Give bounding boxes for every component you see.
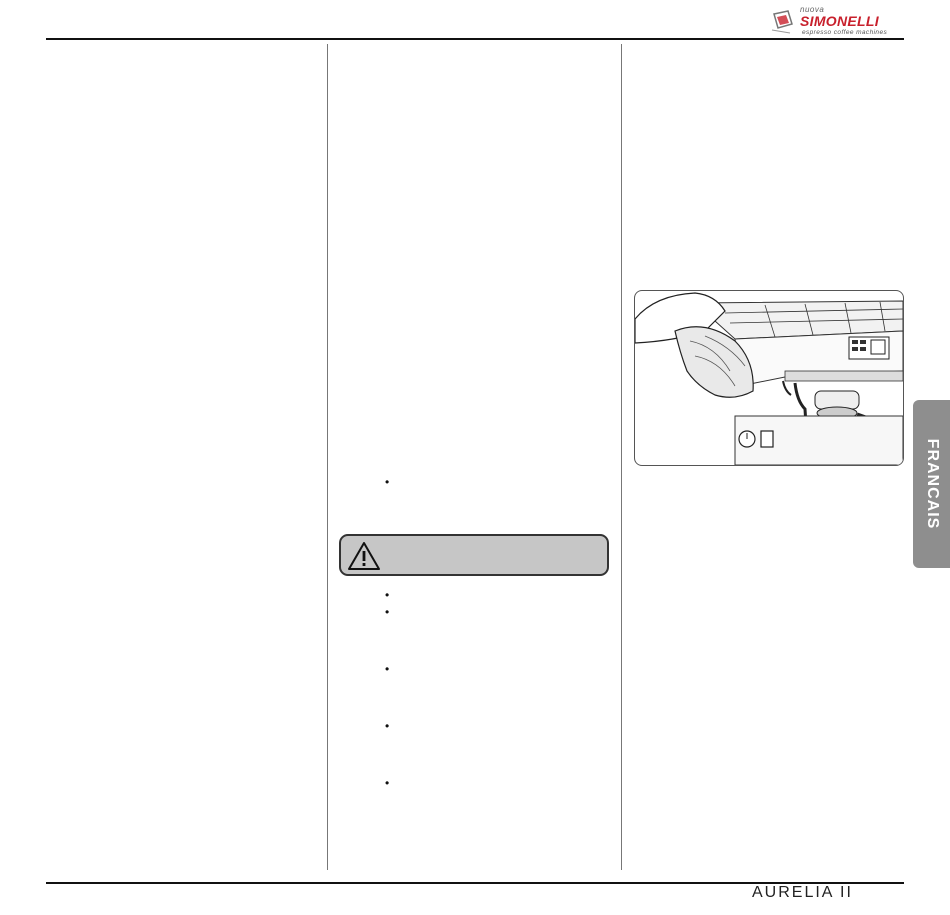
bullet-dot-icon: • <box>385 719 390 733</box>
warning-triangle-icon <box>347 541 381 571</box>
bullet-dot-icon: • <box>385 662 390 676</box>
language-tab <box>913 400 950 568</box>
warning-box <box>339 534 609 576</box>
bullet-dot-icon: • <box>385 776 390 790</box>
nuova-simonelli-logo <box>770 6 910 36</box>
column-separator-1 <box>327 44 328 870</box>
header-rule <box>46 38 904 40</box>
logo-mark-icon <box>770 8 798 36</box>
bullet-dot-icon: • <box>385 475 390 489</box>
logo-brand: SIMONELLI <box>800 13 879 29</box>
bullet-dot-icon: • <box>385 588 390 602</box>
aurelia-product-logo <box>752 884 853 902</box>
product-logo-text: AURELIA II <box>752 884 853 901</box>
logo-tagline: espresso coffee machines <box>802 29 888 36</box>
bullet-dot-icon: • <box>385 605 390 619</box>
steam-wand-cleaning-photo <box>634 290 904 466</box>
logo-top-word: nuova <box>800 5 825 14</box>
column-separator-2 <box>621 44 622 870</box>
machine-illustration <box>635 291 903 465</box>
language-tab-label: FRANCAIS <box>923 438 941 530</box>
